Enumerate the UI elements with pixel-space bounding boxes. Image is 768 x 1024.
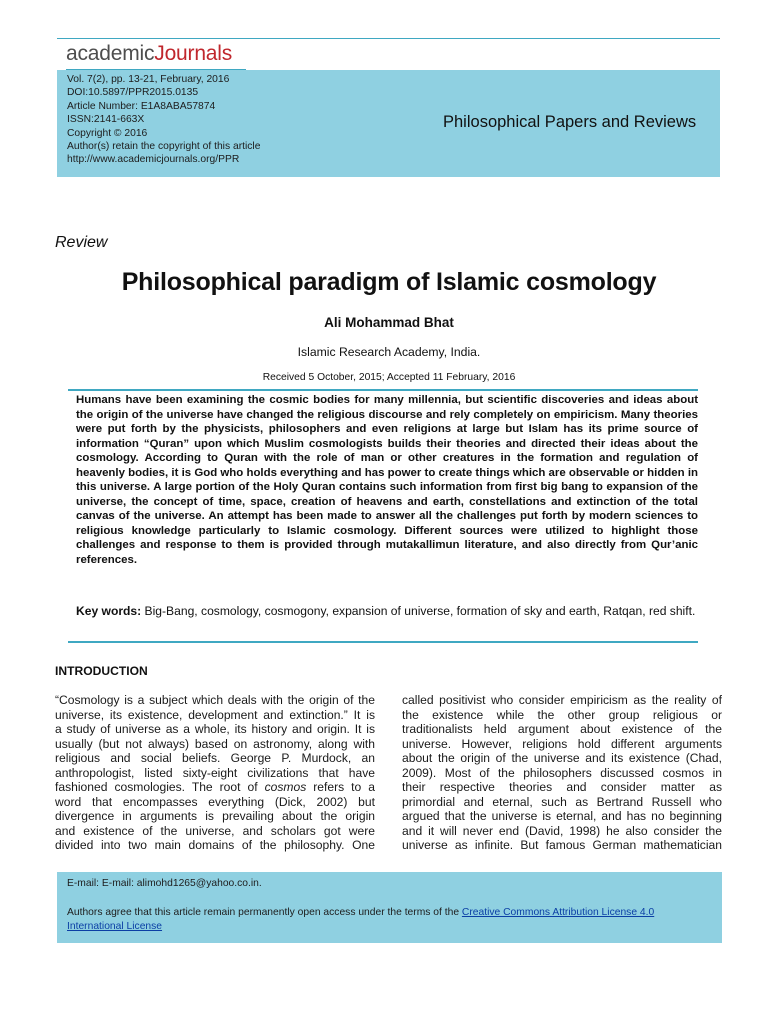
right-line: primordial and eternal, such as Bertrand Russell who xyxy=(402,794,722,809)
logo-journals-text: Journals xyxy=(154,42,233,65)
publisher-logo xyxy=(66,42,232,66)
left-line: divided into two main domains of the philosophy. One xyxy=(55,838,375,852)
right-line: universe. However, religions hold different arguments xyxy=(402,736,722,751)
abstract-top-rule xyxy=(68,389,698,391)
article-title: Philosophical paradigm of Islamic cosmology xyxy=(121,268,657,296)
meta-doi: DOI:10.5897/PPR2015.0135 xyxy=(67,87,199,99)
right-line: argued that the universe is eternal, and has no beginning xyxy=(402,809,722,823)
right-column xyxy=(402,693,722,853)
left-line: universe, its existence, development and extinction.” It is xyxy=(55,707,375,722)
meta-journal-url[interactable]: http://www.academicjournals.org/PPR xyxy=(67,154,240,166)
right-line: called positivist who consider empiricism as the reality of xyxy=(402,693,722,707)
left-line: a study of universe as a whole, its history and origin. It is xyxy=(55,722,375,736)
left-column xyxy=(55,693,375,853)
right-line: their respective theories and consider matter as xyxy=(402,780,722,794)
left-line: religious and social beliefs. George P. Murdock, an xyxy=(55,751,375,765)
left-line-start: fashioned cosmologies. The root of xyxy=(55,780,265,794)
left-line: usually (but not always) based on astronomy, along with xyxy=(55,736,375,751)
right-line: 2009). Most of the philosophers discussed cosmos in xyxy=(402,765,722,780)
introduction-heading: INTRODUCTION xyxy=(55,664,148,678)
left-line: word that encompasses everything (Dick, 2002) but xyxy=(55,794,375,809)
article-metadata xyxy=(67,73,260,167)
italic-term: cosmos xyxy=(264,780,307,794)
keywords xyxy=(76,604,698,619)
right-line: universe as infinite. But famous German mathematician xyxy=(402,838,722,852)
author-affiliation: Islamic Research Academy, India. xyxy=(297,345,481,359)
meta-copyright-note: Author(s) retain the copyright of this article xyxy=(67,140,261,152)
license-link[interactable]: Creative Commons Attribution License 4.0 International License xyxy=(67,907,655,933)
abstract-text: Humans have been examining the cosmic bodies for many millennia, but scientific discoveries and ideas about the origin of the universe have changed the religious discourse and rely completely on empiricism. Many theories were put forth by the physicists, philosophers and even religions at large but Islam has its prime source of information “Quran” upon which Muslim cosmologists builds their theories and directed their ideas about the cosmology. According to Quran with the role of man or other creatures in the formation and regulation of heavenly bodies, it is God who holds everything and has power to create things which are observable or hidden in this universe. A large portion of the Holy Quran contains such information from first big bang to expansion of the universe, the concept of time, space, creation of heavens and earth, constellations and extinction of the total canvas of the universe. An attempt has been made to answer all the challenges put forth by modern sciences to religious knowledge particularly to Islamic cosmology. Different sources were utilized to highlight those challenges and response to them is provided through mutakallimun literature, and also directly from Qur’anic references. xyxy=(76,394,698,567)
left-line-tail: refers to a xyxy=(306,780,375,794)
left-line-cosmos xyxy=(55,780,375,795)
meta-issn: ISSN:2141-663X xyxy=(67,114,145,126)
right-line: the existence while the other group religious or xyxy=(402,707,722,722)
left-line: “Cosmology is a subject which deals with the origin of the xyxy=(55,693,375,707)
right-line: about the origin of the universe and its existence (Chad, xyxy=(402,751,722,765)
corresponding-email: E-mail: E-mail: alimohd1265@yahoo.co.in. xyxy=(67,878,262,889)
left-line: divergence in arguments is prevailing about the origin xyxy=(55,809,375,823)
keywords-text: Big-Bang, cosmology, cosmogony, expansion of universe, formation of sky and earth, Ratqan, red shift. xyxy=(141,604,696,618)
left-line: and existence of the universe, and scholars got were xyxy=(55,823,375,838)
license-statement xyxy=(67,906,712,935)
journal-name: Philosophical Papers and Reviews xyxy=(443,113,697,131)
right-line: and it will never end (David, 1998) he also consider the xyxy=(402,823,722,838)
author-name: Ali Mohammad Bhat xyxy=(324,315,454,330)
license-text: Authors agree that this article remain permanently open access under the terms of the xyxy=(67,907,462,918)
right-line: traditionalists held argument about existence of the xyxy=(402,722,722,736)
meta-article-number: Article Number: E1A8ABA57874 xyxy=(67,100,216,112)
left-line: anthropologist, listed sixty-eight civilizations that have xyxy=(55,765,375,780)
top-rule xyxy=(57,38,720,39)
article-dates: Received 5 October, 2015; Accepted 11 February, 2016 xyxy=(262,372,516,383)
meta-volume: Vol. 7(2), pp. 13-21, February, 2016 xyxy=(67,74,230,85)
keywords-label: Key words: xyxy=(76,604,142,618)
logo-academic-text: academic xyxy=(66,42,155,65)
section-label: Review xyxy=(55,234,108,251)
abstract-bottom-rule xyxy=(68,641,698,643)
meta-copyright: Copyright © 2016 xyxy=(67,127,148,139)
